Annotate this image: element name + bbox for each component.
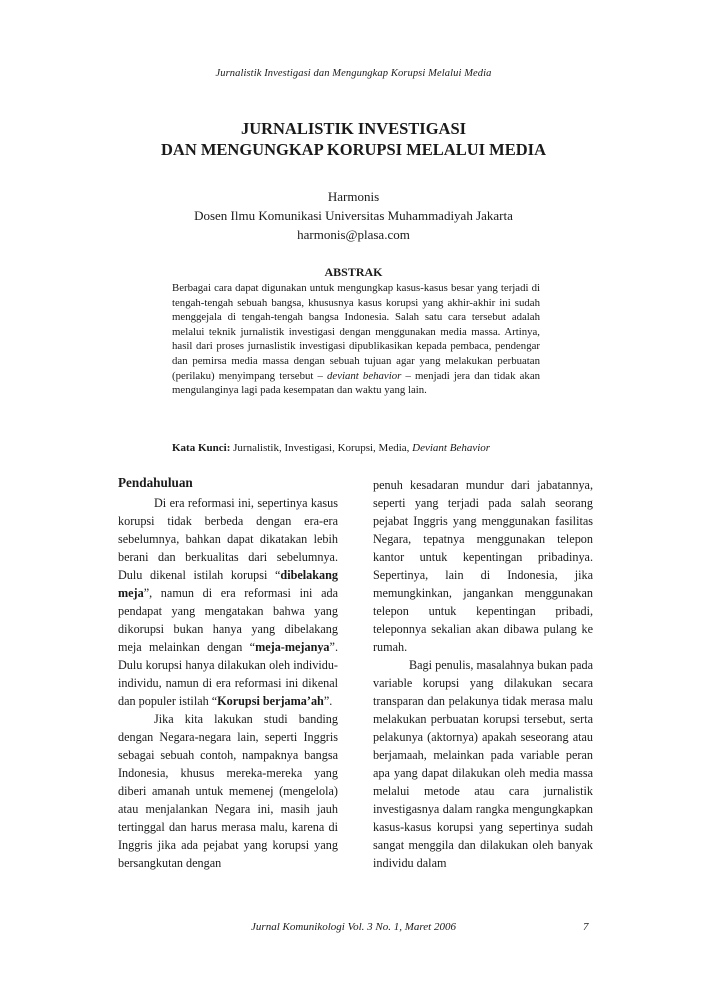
keywords-label: Kata Kunci: xyxy=(172,442,231,454)
paragraph: Jika kita lakukan studi banding dengan Negara-negara lain, seperti Inggris sebagai sebuah contoh, nampaknya bangsa Indonesia, khusus mereka-mereka yang diberi amanah untuk memenej (mengelola) atau menjalankan Negara ini, masih jauh tertinggal dan harus merasa malu, karena di Inggris jika ada pejabat yang korupsi yang bersangkutan dengan xyxy=(118,712,338,870)
bold-term: dibelakang meja xyxy=(118,568,338,600)
author-block xyxy=(0,187,707,244)
author-name: Harmonis xyxy=(327,189,380,204)
paper-title xyxy=(0,118,707,160)
text-run: ”. Dulu korupsi hanya dilakukan oleh individu-individu, namun di era reformasi ini dikenal dan populer istilah “ xyxy=(118,640,338,708)
bold-term: meja-mejanya xyxy=(255,640,330,654)
paragraph: Bagi penulis, masalahnya bukan pada variable korupsi yang dilakukan secara transparan dan pelakunya tidak merasa malu melakukan perbuatan korupsi tersebut, serta pelakunya (aktornya) apakah seseorang atau berjamaah, melainkan pada variable peran apa yang dapat dilakukan oleh media massa melalui metode atau cara jurnalistik investigasnya dalam rangka mengungkapkan kasus-kasus korupsi yang sepertinya sudah sangat menggila dan dilakukan oleh banyak individu dalam xyxy=(373,658,593,870)
text-run: ”. xyxy=(323,694,333,708)
bold-term: Korupsi berjama’ah xyxy=(217,694,324,708)
author-email: harmonis@plasa.com xyxy=(297,227,410,242)
text-run: Di era reformasi ini, sepertinya kasus korupsi tidak berbeda dengan era-era sebelumnya, bahkan dapat dikatakan lebih berani dan berkualitas dari sebelumnya. Dulu dikenal istilah korupsi “ xyxy=(118,496,338,582)
left-column xyxy=(118,474,338,872)
journal-footer: Jurnal Komunikologi Vol. 3 No. 1, Maret 2006 xyxy=(251,921,456,933)
right-column xyxy=(373,476,593,872)
abstract-text: Berbagai cara dapat digunakan untuk mengungkap kasus-kasus besar yang terjadi di tengah-tengah sebuah bangsa, khususnya kasus korupsi yang akhir-akhir ini sudah menggejala di tengah-tengah bangsa Indonesia. Salah satu cara tersebut adalah melalui teknik jurnalistik investigasi dengan menggunakan media massa. Artinya, hasil dari proses jurnaslistik investigasi dipublikasikan kepada pembaca, pendengar dan pemirsa media massa dengan sebuah tujuan agar yang melakukan perbuatan (perilaku) menyimpang tersebut – xyxy=(172,282,540,382)
abstract-text-end: – menjadi jera dan tidak akan mengulanginya lagi pada kesempatan dan waktu yang lain. xyxy=(172,369,541,397)
text-run: ”, namun di era reformasi ini ada pendapat yang mengatakan bahwa yang dikorupsi bukan hanya yang dibelakang meja melainkan dengan “ xyxy=(118,586,338,654)
abstract-body xyxy=(172,281,540,398)
author-affiliation: Dosen Ilmu Komunikasi Universitas Muhammadiyah Jakarta xyxy=(194,208,513,223)
section-heading: Pendahuluan xyxy=(118,475,193,490)
abstract-italic-term: deviant behavior xyxy=(327,369,402,382)
page-number: 7 xyxy=(583,921,589,933)
title-line-2: DAN MENGUNGKAP KORUPSI MELALUI MEDIA xyxy=(160,140,546,159)
keywords xyxy=(172,442,572,454)
paragraph: penuh kesadaran mundur dari jabatannya, seperti yang terjadi pada salah seorang pejabat Inggris yang menggunakan fasilitas Negara, tepatnya menggunakan telepon kantor untuk kepentingan pribadinya. Sepertinya, lain di Indonesia, jika memungkinkan, jangankan menggunakan telepon untuk kepentingan pribadi, teleponnya sekalian akan dibawa pulang ke rumah. xyxy=(373,478,593,654)
abstract-heading: ABSTRAK xyxy=(324,265,383,279)
paragraph xyxy=(118,494,338,710)
keywords-list: Jurnalistik, Investigasi, Korupsi, Media, xyxy=(230,442,413,454)
running-header: Jurnalistik Investigasi dan Mengungkap Korupsi Melalui Media xyxy=(215,68,492,79)
title-line-1: JURNALISTIK INVESTIGASI xyxy=(240,119,467,138)
keywords-italic: Deviant Behavior xyxy=(412,442,491,454)
